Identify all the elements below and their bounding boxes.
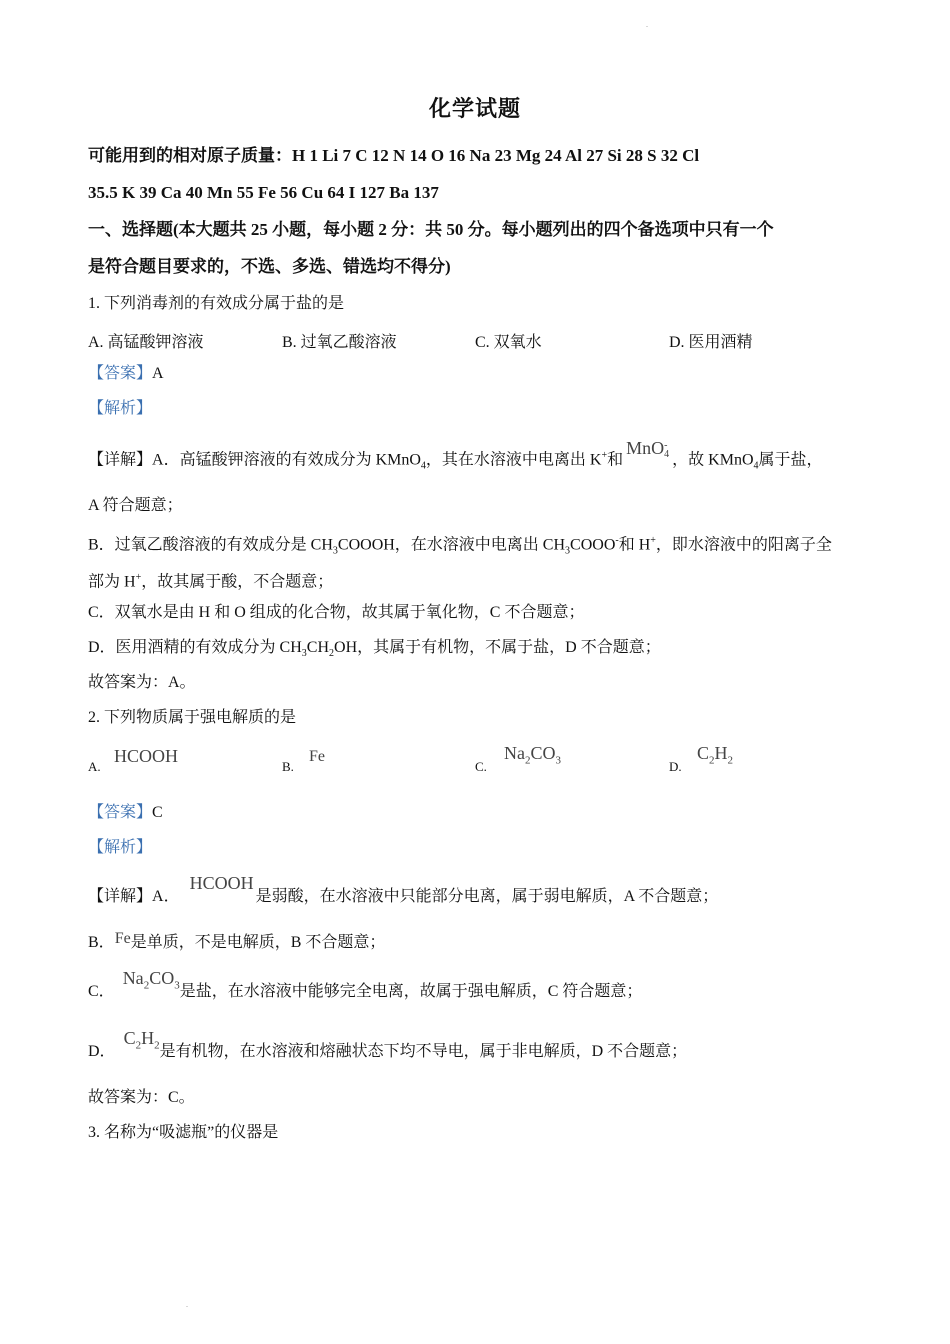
q2-stem: 2. 下列物质属于强电解质的是 — [88, 709, 297, 726]
atomic-masses-line-2: 35.5 K 39 Ca 40 Mn 55 Fe 56 Cu 64 I 127 Ba 137 — [88, 183, 439, 202]
q2-option-c: C. $Na_2CO_3$ — [475, 743, 562, 774]
q2-answer-value: C — [152, 804, 163, 821]
answer-tag: 【答案】 — [88, 365, 153, 382]
formula-c2h2: $C_2H_2$ — [697, 743, 734, 767]
q1-answer — [88, 364, 164, 384]
q1-detail-a-cont: A 符合题意； — [88, 497, 183, 514]
q1-conclusion: 故答案为：A。 — [88, 674, 196, 691]
q2-option-a: A. HCOOH — [88, 746, 179, 774]
section-heading-line-1: 一、选择题(本大题共 25 小题，每小题 2 分：共 50 分。每小题列出的四个备选项中只有一个 — [88, 220, 774, 239]
q2-conclusion: 故答案为：C。 — [88, 1089, 195, 1106]
q2-detail-b: B．Fe是单质，不是电解质，B 不合题意； — [88, 930, 386, 951]
q1-detail-d: D．医用酒精的有效成分为 $CH_3CH_2OH$，其属于有机物，不属于盐，D 不合题意； — [88, 639, 661, 660]
detail-tag: 【详解】 — [88, 451, 153, 469]
q1-option-a: A. 高锰酸钾溶液 — [88, 334, 204, 351]
q1-answer-value: A — [152, 365, 164, 382]
q1-option-b: B. 过氧乙酸溶液 — [282, 334, 397, 351]
q2-answer: 【答案】C — [88, 804, 163, 821]
q2-option-d: D. $C_2H_2$ — [669, 743, 734, 774]
q2-analysis-tag: 【解析】 — [88, 839, 153, 856]
q1-option-c: C. 双氧水 — [475, 334, 542, 351]
formula-hcooh: HCOOH — [114, 746, 179, 766]
q2-option-b: B. Fe — [282, 748, 325, 774]
q2-detail-a: 【详解】A．HCOOH是弱酸，在水溶液中只能部分电离，属于弱电解质，A 不合题意； — [88, 873, 719, 905]
decorative-dot: . — [186, 1300, 188, 1309]
q1-stem: 1. 下列消毒剂的有效成分属于盐的是 — [88, 295, 345, 312]
q1-detail-a: 【详解】A．高锰酸钾溶液的有效成分为 KMnO$_4$，其在水溶液中电离出 K+和MnO - 4 ，故 KMnO$_4$属于盐， — [88, 438, 823, 472]
q1-option-d: D. 医用酒精 — [669, 334, 753, 351]
q2-detail-d: D．$C_2H_2$是有机物，在水溶液和熔融状态下均不导电，属于非电解质，D 不合题意； — [88, 1028, 688, 1060]
decorative-dot: . — [646, 20, 648, 29]
permanganate-formula: MnO - 4 — [626, 438, 670, 461]
q1-analysis-tag: 【解析】 — [88, 400, 153, 417]
q1-detail-b: B．过氧乙酸溶液的有效成分是 $CH_3COOOH$，在水溶液中电离出 $CH_3COOO^-$和 H+，即水溶液中的阳离子全 — [88, 535, 832, 557]
q3-stem: 3. 名称为“吸滤瓶”的仪器是 — [88, 1124, 279, 1141]
q1-detail-b-cont: 部为 H+，故其属于酸，不合题意； — [88, 572, 334, 591]
page-title: 化学试题 — [428, 96, 521, 121]
q2-detail-c: C．$Na_2CO_3$是盐，在水溶液中能够完全电离，故属于强电解质，C 符合题意； — [88, 968, 643, 1000]
q1-detail-c: C．双氧水是由 H 和 O 组成的化合物，故其属于氧化物，C 不合题意； — [88, 604, 585, 621]
formula-na2co3: $Na_2CO_3$ — [504, 743, 562, 767]
section-heading-line-2: 是符合题目要求的，不选、多选、错选均不得分) — [88, 257, 451, 276]
atomic-masses-line-1: 可能用到的相对原子质量：H 1 Li 7 C 12 N 14 O 16 Na 23 Mg 24 Al 27 Si 28 S 32 Cl — [88, 146, 700, 165]
formula-fe: Fe — [309, 748, 325, 765]
